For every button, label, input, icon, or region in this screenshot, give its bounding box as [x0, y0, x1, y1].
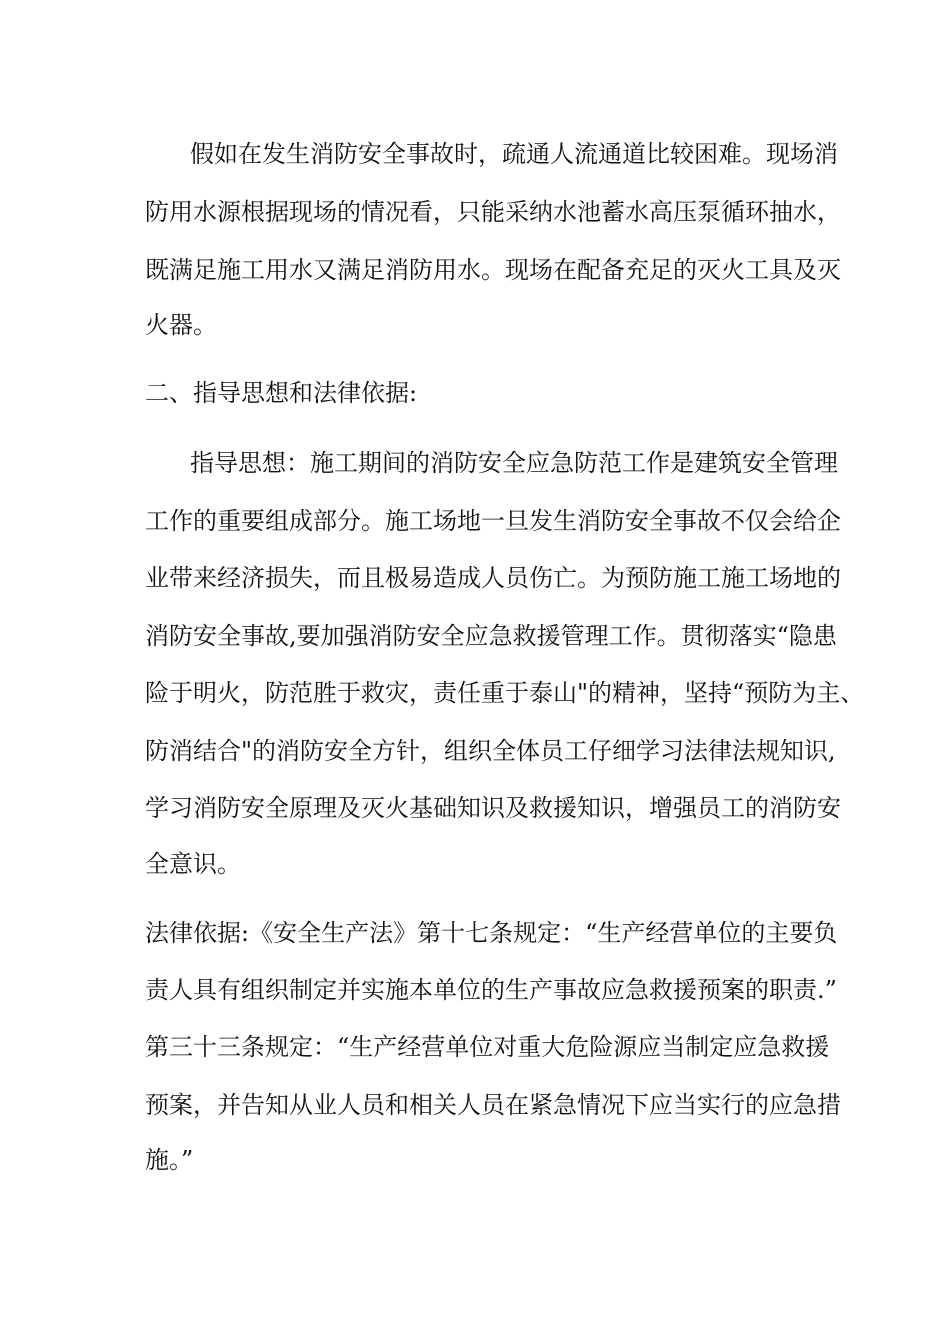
- text-line: 业带来经济损失，而且极易造成人员伤亡。为预防施工施工场地的: [145, 564, 841, 592]
- text-line: 工作的重要组成部分。施工场地一旦发生消防安全事故不仅会给企: [145, 507, 841, 535]
- text-line: 施。”: [145, 1146, 194, 1174]
- text-line: 预案，并告知从业人员和相关人员在紧急情况下应当实行的应急措: [145, 1091, 841, 1119]
- text-line: 假如在发生消防安全事故时，疏通人流通道比较困难。现场消: [190, 140, 838, 168]
- text-line: 责人具有组织制定并实施本单位的生产事故应急救援预案的职责.”: [145, 976, 837, 1004]
- text-line: 防用水源根据现场的情况看，只能采纳水池蓄水高压泵循环抽水，: [145, 198, 841, 226]
- text-line: 消防安全事故,要加强消防安全应急救援管理工作。贯彻落实“隐患: [145, 622, 837, 650]
- text-line: 指导思想：施工期间的消防安全应急防范工作是建筑安全管理: [190, 449, 838, 477]
- text-line: 全意识。: [145, 850, 241, 878]
- text-line: 既满足施工用水又满足消防用水。现场在配备充足的灭火工具及灭: [145, 256, 841, 284]
- text-line: 险于明火，防范胜于救灾，责任重于泰山"的精神，坚持“预防为主、: [145, 679, 865, 707]
- section-heading: 二、指导思想和法律依据:: [145, 379, 418, 407]
- text-line: 防消结合"的消防安全方针，组织全体员工仔细学习法律法规知识,: [145, 737, 836, 765]
- text-line: 第三十三条规定：“生产经营单位对重大危险源应当制定应急救援: [145, 1033, 830, 1061]
- text-line: 火器。: [145, 311, 217, 339]
- text-line: 法律依据:《安全生产法》第十七条规定：“生产经营单位的主要负: [145, 919, 838, 947]
- text-line: 学习消防安全原理及灭火基础知识及救援知识，增强员工的消防安: [145, 794, 841, 822]
